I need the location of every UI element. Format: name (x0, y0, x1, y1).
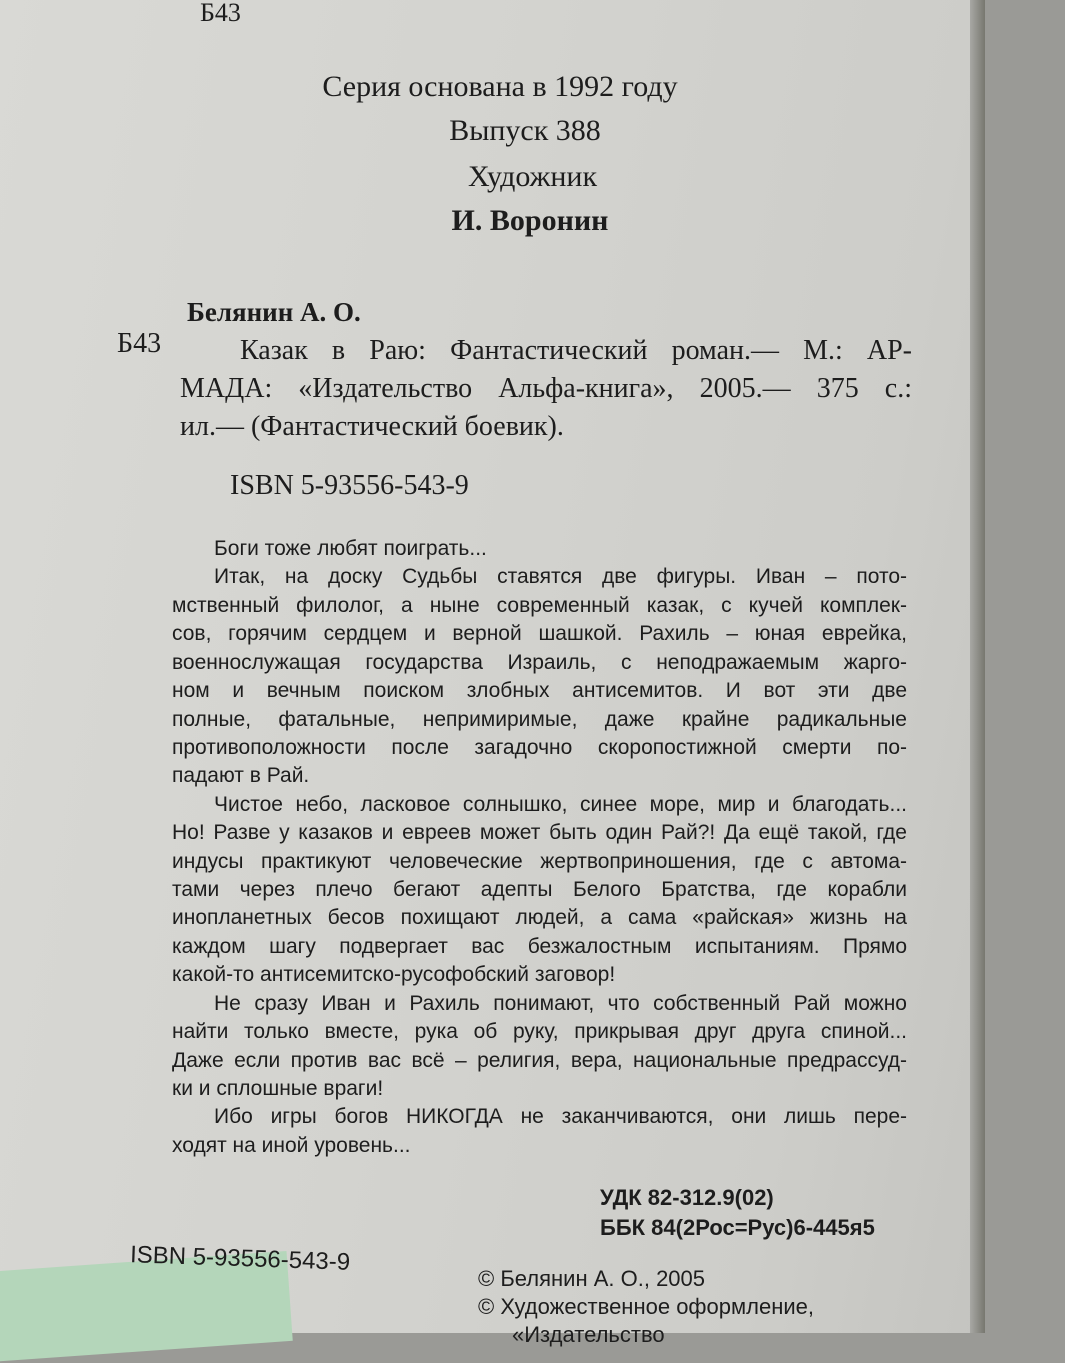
artist-name: И. Воронин (451, 204, 609, 237)
biblio-line: ил.— (Фантастический боевик). (180, 411, 564, 442)
annotation-line: падают в Рай. (172, 764, 310, 787)
annotation-line: Боги тоже любят поиграть... (214, 537, 487, 560)
top-catalog-code: Б43 (200, 0, 241, 27)
annotation-line: Ибо игры богов НИКОГДА не заканчиваются, они лишь пере- (214, 1105, 907, 1128)
annotation-line: сов, горячим сердцем и верной шашкой. Рахиль – юная еврейка, (172, 622, 907, 645)
annotation-line: найти только вместе, рука об руку, прикрывая друг друга спиной... (172, 1020, 907, 1043)
page-gutter (970, 0, 985, 1333)
annotation-line: ном и вечным поиском злобных антисемитов. И вот эти две (172, 679, 907, 702)
annotation-line: мственный филолог, а ныне современный казак, с кучей комплек- (172, 594, 907, 617)
issue-line: Выпуск 388 (449, 114, 601, 147)
copyright-line: © Художественное оформление, (478, 1294, 814, 1319)
author-name: Белянин А. О. (187, 297, 361, 327)
annotation-line: Но! Разве у казаков и евреев может быть один Рай?! Да ещё такой, где (172, 821, 907, 844)
annotation-line: ходят на иной уровень... (172, 1134, 411, 1157)
annotation-line: ки и сплошные враги! (172, 1077, 384, 1100)
copyright-line: © Белянин А. О., 2005 (478, 1266, 706, 1291)
bbk-code: ББК 84(2Рос=Рус)6-445я5 (600, 1215, 875, 1240)
artist-label: Художник (467, 160, 598, 193)
annotation-line: каждом шагу подвергает вас безжалостным испытаниям. Прямо (172, 935, 907, 958)
annotation-line: индусы практикуют человеческие жертвоприношения, где с автома- (172, 850, 907, 873)
annotation-line: противоположности после загадочно скоропостижной смерти по- (172, 736, 907, 759)
annotation-line: какой-то антисемитско-русофобский заговор! (172, 963, 616, 986)
udk-code: УДК 82-312.9(02) (600, 1185, 774, 1210)
annotation-line: военнослужащая государства Израиль, с неподражаемым жарго- (172, 651, 907, 674)
annotation-line: Итак, на доску Судьбы ставятся две фигуры. Иван – пото- (214, 565, 907, 588)
copyright-line: «Издательство (512, 1322, 665, 1347)
annotation-line: тами через плечо бегают адепты Белого Братства, где корабли (172, 878, 907, 901)
annotation-line: инопланетных бесов похищают людей, а сама «райская» жизнь на (172, 906, 907, 929)
annotation-line: полные, фатальные, непримиримые, даже крайне радикальные (172, 708, 907, 731)
biblio-line: Казак в Раю: Фантастический роман.— М.: АР- (240, 335, 912, 366)
annotation-line: Не сразу Иван и Рахиль понимают, что собственный Рай можно (214, 992, 907, 1015)
catalog-code: Б43 (117, 328, 162, 359)
isbn-main: ISBN 5-93556-543-9 (230, 470, 469, 501)
isbn-bottom: ISBN 5-93556-543-9 (129, 1241, 351, 1276)
series-line: Серия основана в 1992 году (322, 70, 678, 103)
annotation-line: Чистое небо, ласковое солнышко, синее море, мир и благодать... (214, 793, 907, 816)
annotation-line: Даже если против вас всё – религия, вера, национальные предрассуд- (172, 1049, 907, 1072)
biblio-line: МАДА: «Издательство Альфа-книга», 2005.— 375 с.: (180, 373, 912, 404)
